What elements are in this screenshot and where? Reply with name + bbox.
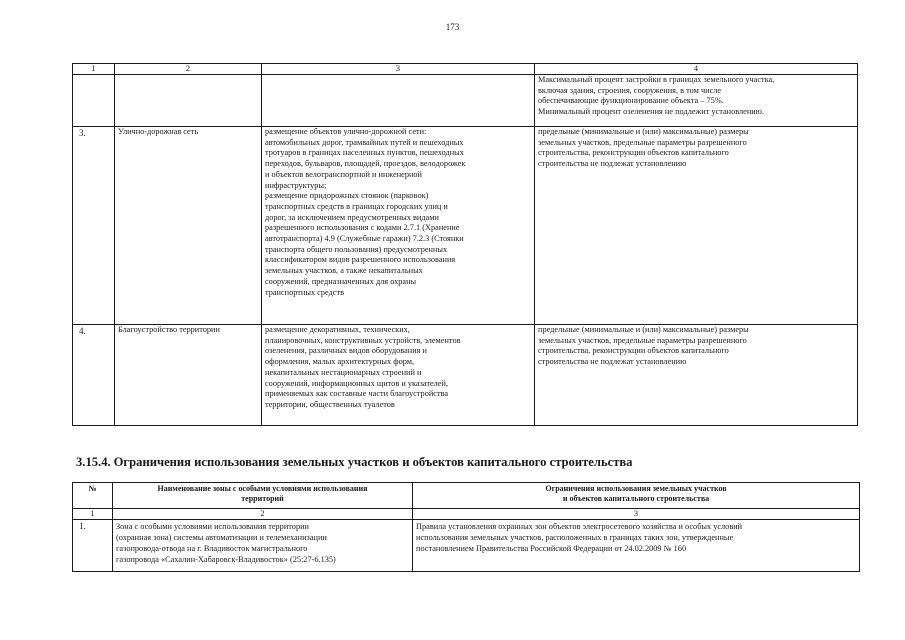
text-line: Минимальный процент озеленения не подлежит установлению. (538, 107, 765, 117)
column-number: 1 (73, 64, 115, 75)
text-line: и объектов велотранспортной и инженерной (265, 169, 422, 179)
text-line: (охранная зона) системы автоматизации и телемеханизации (116, 533, 327, 542)
header-line: и объектов капитального строительства (562, 494, 710, 503)
text-line: строительства, реконструкции объектов капитального (538, 346, 729, 356)
build-up-percent-cell (535, 75, 858, 127)
parameters-cell (535, 127, 858, 325)
column-number: 4 (535, 64, 858, 75)
section-heading (76, 455, 866, 470)
text-line: размещение придорожных стоянок (парковок) (265, 191, 429, 201)
text-line: оформления, малых архитектурных форм, (265, 357, 415, 367)
text-line: постановлением Правительства Российской Федерации от 24.02.2009 № 160 (416, 544, 687, 553)
text-line: размещение объектов улично-дорожной сети: (265, 127, 427, 136)
table-row (73, 127, 858, 325)
text-line: инфраструктуры; (265, 180, 327, 190)
column-number: 3 (262, 64, 535, 75)
header-line: территорий (241, 494, 284, 503)
header-row (73, 483, 860, 509)
text-line: сооружений, предназначенных для охраны (265, 276, 417, 286)
text-line: автомобильных дорог, трамвайных путей и пешеходных (265, 137, 464, 147)
text-line: транспортных средств (265, 287, 345, 297)
row-number: 4. (73, 325, 115, 426)
column-number: 2 (115, 64, 262, 75)
restrictions-table (72, 482, 860, 572)
text-line: Правила установления охранных зон объектов электросетевого хозяйства и особых условий (416, 522, 743, 531)
text-line: дорог, за исключением предусмотренных видами (265, 212, 439, 222)
text-line: переходов, бульваров, площадей, проездов, велодорожек (265, 159, 466, 169)
text-line: применяемых как составные части благоустройства (265, 389, 449, 399)
parameters-cell (535, 325, 858, 426)
empty-cell (73, 75, 115, 127)
text-line: включая здания, строения, сооружения, в том числе (538, 85, 722, 95)
restrictions-header (413, 483, 860, 509)
text-line: размещение декоративных, технических, (265, 325, 410, 334)
header-line: Наименование зоны с особыми условиями использования (157, 484, 368, 493)
text-line: автотранспорта) 4.9 (Служебные гаражи) 7.2.3 (Стоянки (265, 234, 464, 244)
text-line: земельных участков, предельные параметры разрешенного (538, 137, 747, 147)
text-line: строительства не подлежат установлению (538, 357, 687, 367)
zone-name-cell (113, 520, 413, 572)
restriction-cell (413, 520, 860, 572)
empty-cell (262, 75, 535, 127)
text-line: использования земельных участков, расположенных в границах таких зон, утвержденные (416, 533, 734, 542)
text-line: газопровода-отвода на г. Владивосток магистрального (116, 544, 308, 553)
text-line: земельных участков, а также некапитальных (265, 266, 423, 276)
column-number: 2 (113, 509, 413, 520)
text-line: Зона с особыми условиями использования территории (116, 522, 309, 531)
column-number: 1 (73, 509, 113, 520)
row-number: 1. (73, 520, 113, 572)
table-row (73, 325, 858, 426)
text-line: газопровода «Сахалин-Хабаровск-Владивосток» (25:27-6.135) (116, 555, 336, 564)
zone-header (113, 483, 413, 509)
text-line: предельные (минимальные и (или) максимальные) размеры (538, 127, 749, 136)
text-line: Максимальный процент застройки в границах земельного участка, (538, 75, 775, 84)
text-line: классификатором видов разрешенного использования (265, 255, 456, 265)
text-line: некапитальных нестационарных строений и (265, 367, 422, 377)
use-name: Благоустройство территории (115, 325, 262, 426)
text-line: транспортных средств в границах городских улиц и (265, 201, 448, 211)
text-line: тротуаров в границах населенных пунктов, пешеходных (265, 148, 464, 158)
use-description-cell (262, 127, 535, 325)
text-line: транспорта общего пользования) предусмотренных (265, 244, 448, 254)
use-name: Улично-дорожная сеть (115, 127, 262, 325)
header-line: Ограничения использования земельных участков (545, 484, 727, 493)
text-line: планировочных, конструктивных устройств, элементов (265, 335, 461, 345)
text-line: строительства, реконструкции объектов капитального (538, 148, 729, 158)
text-line: земельных участков, предельные параметры разрешенного (538, 335, 747, 345)
table-row-continued (73, 75, 858, 127)
text-line: предельные (минимальные и (или) максимальные) размеры (538, 325, 749, 334)
zoning-uses-table (72, 63, 858, 426)
section-number: 3.15.4. (76, 455, 111, 469)
row-number: 3. (73, 127, 115, 325)
text-line: сооружений, информационных щитов и указателей, (265, 378, 448, 388)
text-line: территории, общественных туалетов (265, 399, 395, 409)
use-description-cell (262, 325, 535, 426)
text-line: озеленения, различных видов оборудования и (265, 346, 427, 356)
table-row (73, 520, 860, 572)
section-title: Ограничения использования земельных участков и объектов капитального строительства (113, 455, 633, 469)
text-line: строительства не подлежат установлению (538, 159, 687, 169)
text-line: разрешенного использования с кодами 2.7.1 (Хранение (265, 223, 460, 233)
column-number-row (73, 64, 858, 75)
text-line: обеспечивающие функционирование объекта – 75%. (538, 96, 724, 106)
page-number: 173 (445, 22, 460, 32)
empty-cell (115, 75, 262, 127)
column-number: 3 (413, 509, 860, 520)
column-number-row (73, 509, 860, 520)
num-header: № (73, 483, 113, 509)
